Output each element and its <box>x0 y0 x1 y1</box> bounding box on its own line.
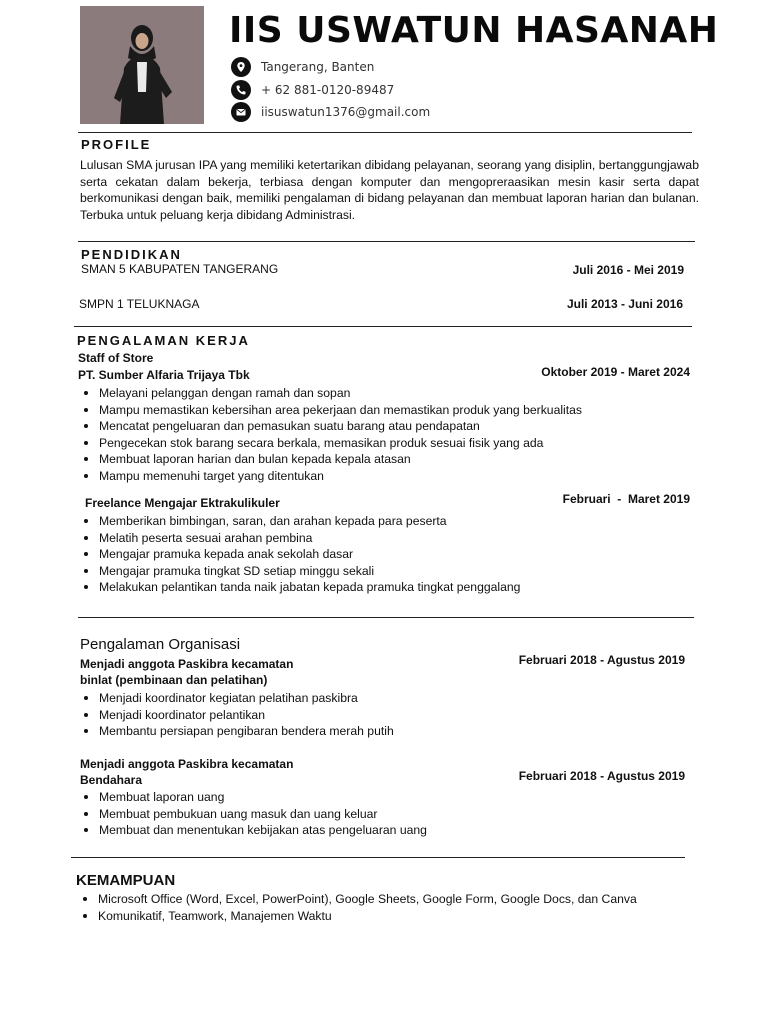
list-item: Mengajar pramuka kepada anak sekolah dasar <box>79 546 520 563</box>
contact-location <box>231 56 374 78</box>
list-item: Menjadi koordinator pelantikan <box>79 707 394 724</box>
list-item: Mampu memenuhi target yang ditentukan <box>79 468 582 485</box>
section-title-profile: PROFILE <box>81 137 152 152</box>
location-text: Tangerang, Banten <box>261 60 375 74</box>
candidate-name: IIS USWATUN HASANAH <box>229 10 719 51</box>
organization-role: Menjadi anggota Paskibra kecamatan <box>80 757 294 771</box>
profile-summary: Lulusan SMA jurusan IPA yang memiliki ketertarikan dibidang pelayanan, seorang yang disiplin, bertanggungjawab serta cekatan dalam bekerja, terbiasa dengan komputer dan mengopreraasikan mesin kasir serta dapat berkomunikasi dengan baik, memiliki pengalaman di bidang pelayanan dan membuat laporan harian dan bulanan. Terbuka untuk peluang kerja dibidang Administrasi. <box>80 158 699 222</box>
list-item: Menjadi koordinator kegiatan pelatihan paskibra <box>79 690 394 707</box>
list-item: Membuat laporan harian dan bulan kepada kepala atasan <box>79 451 582 468</box>
job-duties-list <box>79 385 582 484</box>
divider-education <box>78 241 695 242</box>
list-item: Mampu memastikan kebersihan area pekerjaan dan memastikan produk yang berkualitas <box>79 402 582 419</box>
job-company: PT. Sumber Alfaria Trijaya Tbk <box>78 368 250 382</box>
organization-period: Februari 2018 - Agustus 2019 <box>518 653 685 667</box>
organization-role: Menjadi anggota Paskibra kecamatan <box>80 657 294 671</box>
organization-duties-list <box>79 789 427 839</box>
list-item: Mengajar pramuka tingkat SD setiap minggu sekali <box>79 563 520 580</box>
email-text[interactable]: iisuswatun1376@gmail.com <box>261 105 431 119</box>
job-duties-list <box>79 513 520 596</box>
job-period: Oktober 2019 - Maret 2024 <box>541 365 690 379</box>
job-role: Staff of Store <box>78 351 154 365</box>
list-item: Microsoft Office (Word, Excel, PowerPoint), Google Sheets, Google Form, Google Docs, dan Canva <box>78 891 637 908</box>
organization-role-detail: Bendahara <box>80 773 143 787</box>
list-item: Membuat laporan uang <box>79 789 427 806</box>
email-icon <box>231 102 251 122</box>
section-title-skills: KEMAMPUAN <box>76 872 176 889</box>
divider-work <box>74 326 692 327</box>
education-period: Juli 2016 - Mei 2019 <box>572 263 684 277</box>
list-item: Mencatat pengeluaran dan pemasukan suatu barang atau pendapatan <box>79 418 582 435</box>
section-title-work: PENGALAMAN KERJA <box>77 333 250 348</box>
profile-photo <box>80 6 204 124</box>
divider-skills <box>71 857 685 858</box>
phone-text: + 62 881-0120-89487 <box>261 83 395 97</box>
list-item: Membuat dan menentukan kebijakan atas pengeluaran uang <box>79 822 427 839</box>
list-item: Memberikan bimbingan, saran, dan arahan kepada para peserta <box>79 513 520 530</box>
contact-phone <box>231 79 394 101</box>
job-role: Freelance Mengajar Ektrakulikuler <box>85 496 280 510</box>
list-item: Membantu persiapan pengibaran bendera merah putih <box>79 723 394 740</box>
section-title-organization: Pengalaman Organisasi <box>80 636 241 653</box>
organization-period: Februari 2018 - Agustus 2019 <box>518 769 685 783</box>
organization-duties-list <box>79 690 394 740</box>
list-item: Membuat pembukuan uang masuk dan uang keluar <box>79 806 427 823</box>
education-school: SMPN 1 TELUKNAGA <box>79 297 200 311</box>
list-item: Pengecekan stok barang secara berkala, memasikan produk sesuai fisik yang ada <box>79 435 582 452</box>
list-item: Melayani pelanggan dengan ramah dan sopan <box>79 385 582 402</box>
contact-email[interactable] <box>231 101 430 123</box>
skills-list <box>78 891 637 924</box>
phone-icon <box>231 80 251 100</box>
education-period: Juli 2013 - Juni 2016 <box>566 297 683 311</box>
list-item: Komunikatif, Teamwork, Manajemen Waktu <box>78 908 637 925</box>
section-title-education: PENDIDIKAN <box>81 247 182 262</box>
education-school: SMAN 5 KABUPATEN TANGERANG <box>81 262 279 276</box>
organization-role-detail: binlat (pembinaan dan pelatihan) <box>80 673 268 687</box>
list-item: Melakukan pelantikan tanda naik jabatan kepada pramuka tingkat penggalang <box>79 579 520 596</box>
divider-organization <box>78 617 694 618</box>
divider-profile <box>78 132 692 133</box>
job-period: Februari - Maret 2019 <box>562 492 690 506</box>
location-pin-icon <box>231 57 251 77</box>
list-item: Melatih peserta sesuai arahan pembina <box>79 530 520 547</box>
